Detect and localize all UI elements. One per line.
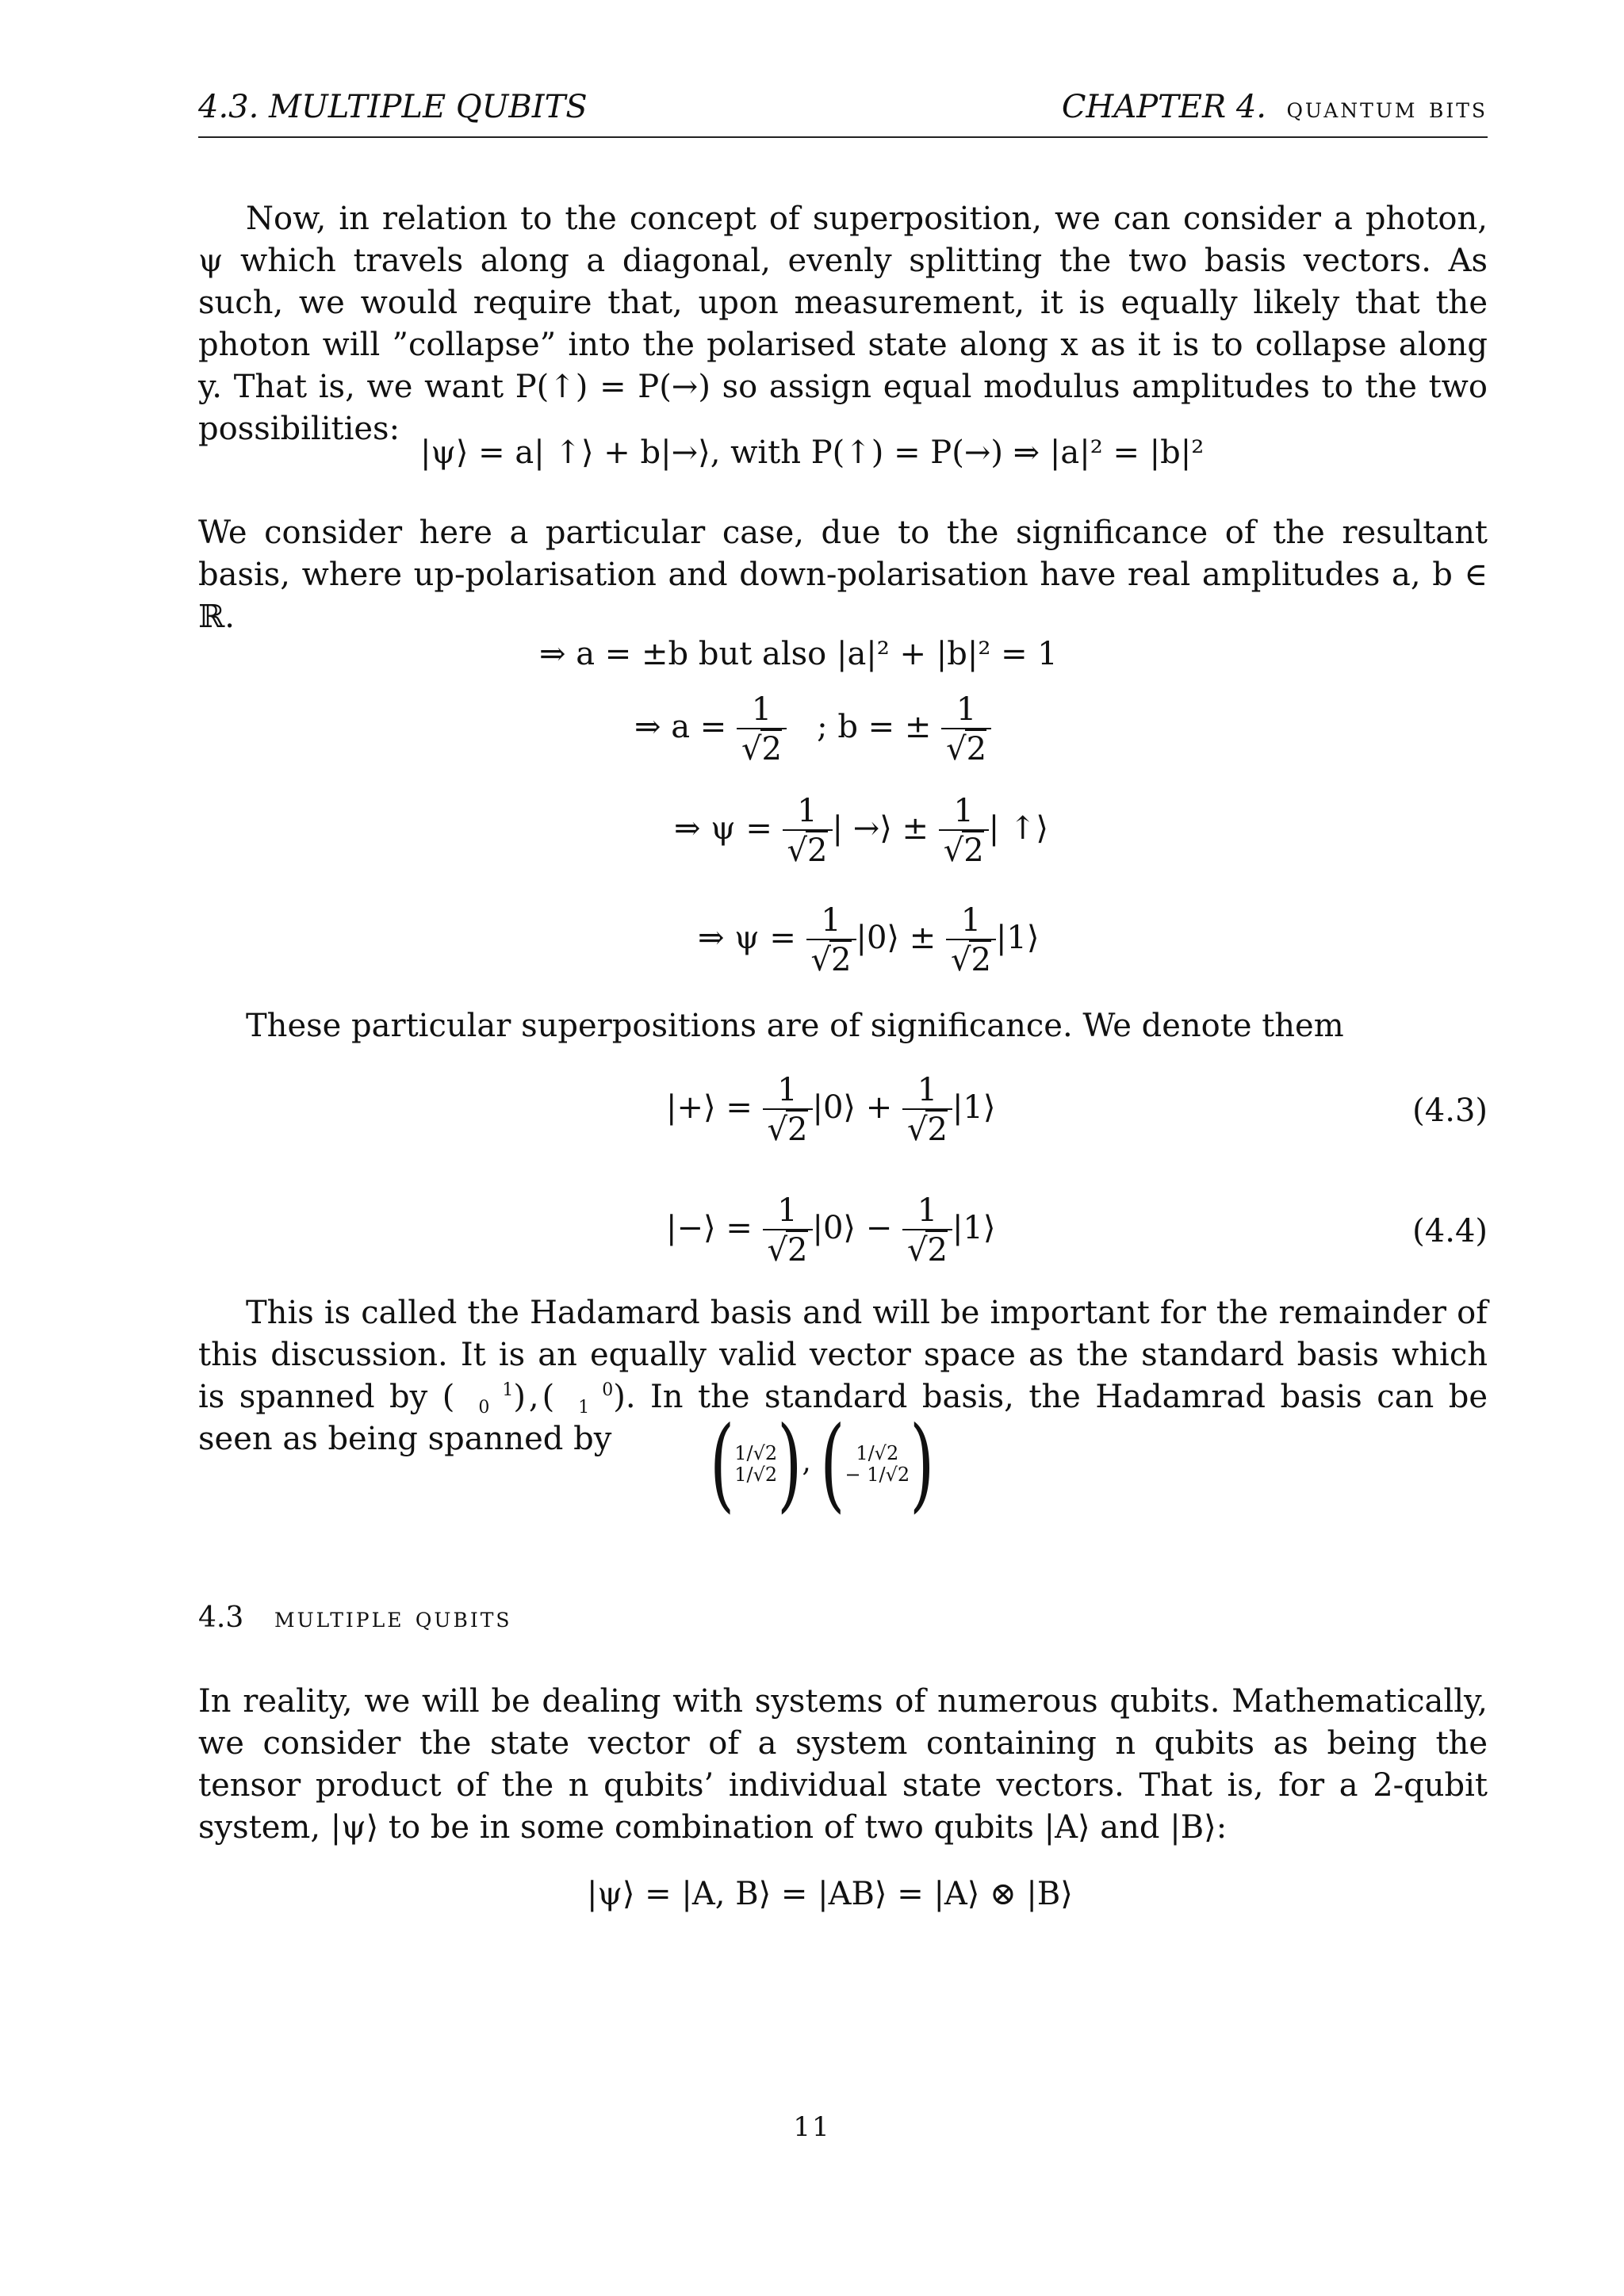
fraction-numerator: 1 — [737, 691, 787, 729]
header-chapter-title — [1062, 89, 1488, 125]
derivation-line-3-suffix: | ↑⟩ — [988, 810, 1049, 847]
fraction-denominator — [806, 940, 856, 978]
intro-paragraph: Now, in relation to the concept of superposition, we can consider a photon, ψ which travels along a diagonal, evenly splitting the two basis vectors. As such, we would require that, upon measurement, it is equally likely that the photon will ”collapse” into the polarised state along x as it is to collapse along y. That is, we want P(↑) = P(→) so assign equal modulus amplitudes to the two possibilities: — [198, 201, 1488, 447]
plus-state-rhs: |1⟩ — [952, 1089, 996, 1126]
fraction-one-over-root-two — [737, 691, 787, 767]
plus-state-lhs: |+⟩ = — [666, 1089, 753, 1126]
derivation-line-3-prefix: ⇒ ψ = — [674, 810, 772, 847]
basis-vector-2 — [554, 1382, 613, 1417]
derivation-line-2 — [634, 691, 991, 767]
derivation-line-4-prefix: ⇒ ψ = — [698, 920, 796, 956]
fraction-one-over-root-two — [783, 793, 833, 869]
vector-entry: 1/√2 — [856, 1442, 899, 1465]
derivation-line-2-mid: ; b = ± — [817, 709, 932, 745]
header-section-title: 4.3. MULTIPLE QUBITS — [198, 89, 588, 125]
right-paren: ) — [777, 1405, 802, 1523]
vector-entry: 1/√2 — [734, 1463, 778, 1486]
fraction-numerator: 1 — [902, 1192, 952, 1230]
left-paren: ( — [710, 1405, 735, 1523]
sqrt-radicand: 2 — [927, 1232, 948, 1269]
fraction-numerator: 1 — [941, 691, 991, 729]
fraction-numerator: 1 — [783, 793, 833, 831]
fraction-numerator: 1 — [763, 1192, 813, 1230]
fraction-denominator — [737, 729, 787, 767]
derivation-line-4-suffix: |1⟩ — [995, 920, 1040, 956]
minus-state-mid: |0⟩ − — [812, 1210, 893, 1246]
tensor-product-equation: |ψ⟩ = |A, B⟩ = |AB⟩ = |A⟩ ⊗ |B⟩ — [587, 1876, 1073, 1912]
sqrt-symbol: √ — [950, 942, 971, 978]
fraction-denominator — [763, 1230, 813, 1269]
fraction-denominator — [939, 831, 989, 869]
sqrt-radicand: 2 — [966, 731, 987, 767]
paragraph-real-amplitudes: We consider here a particular case, due to the significance of the resultant basis, where up-polarisation and down-polarisation have real amplitudes a, b ∈ ℝ. — [198, 515, 1488, 635]
sqrt-radicand: 2 — [787, 1112, 808, 1148]
page-number: 11 — [793, 2111, 831, 2143]
fraction-numerator: 1 — [902, 1072, 952, 1110]
sqrt-radicand: 2 — [963, 832, 984, 869]
vector-entry: 1 — [578, 1398, 590, 1418]
fraction-numerator: 1 — [946, 902, 996, 940]
fraction-one-over-root-two — [939, 793, 989, 869]
derivation-line-3-mid: | →⟩ ± — [832, 810, 929, 847]
fraction-one-over-root-two — [763, 1192, 813, 1269]
minus-state-lhs: |−⟩ = — [666, 1210, 753, 1246]
standard-basis-vectors: ( 1 0 ) , ( 0 1 ) — [442, 1379, 626, 1418]
sqrt-radicand: 2 — [787, 1232, 808, 1269]
vector-entry: 1 — [502, 1380, 514, 1400]
paragraph-hadamard-tail: . In the standard basis, the Hadamrad basis can be seen as being spanned by — [198, 1379, 1488, 1457]
header-chapter-name: quantum bits — [1286, 92, 1488, 124]
header-chapter-number: CHAPTER 4. — [1061, 89, 1266, 125]
hadamard-vector-plus — [734, 1443, 777, 1485]
fraction-numerator: 1 — [806, 902, 856, 940]
fraction-one-over-root-two — [806, 902, 856, 978]
equation-number-4-3: (4.3) — [1412, 1093, 1488, 1129]
fraction-denominator — [941, 729, 991, 767]
fraction-numerator: 1 — [939, 793, 989, 831]
sqrt-symbol: √ — [906, 1232, 928, 1269]
sqrt-radicand: 2 — [831, 942, 852, 978]
left-paren: ( — [820, 1405, 845, 1523]
fraction-denominator — [946, 940, 996, 978]
vector-entry: 1/√2 — [734, 1442, 778, 1465]
derivation-line-2-prefix: ⇒ a = — [634, 709, 727, 745]
hadamard-vector-minus — [845, 1443, 910, 1485]
section-number: 4.3 — [198, 1601, 244, 1634]
paragraph-multiple-qubits: In reality, we will be dealing with systems of numerous qubits. Mathematically, we consider the state vector of a system containing n qubits as being the tensor product of the n qubits’ individual state vectors. That is, for a 2-qubit system, |ψ⟩ to be in some combination of two qubits |A⟩ and |B⟩: — [198, 1683, 1488, 1846]
paragraph-denote: These particular superpositions are of significance. We denote them — [246, 1008, 1344, 1044]
sqrt-symbol: √ — [767, 1112, 788, 1148]
sqrt-symbol: √ — [787, 832, 808, 869]
superposition-equation: |ψ⟩ = a| ↑⟩ + b|→⟩, with P(↑) = P(→) ⇒ |a|² = |b|² — [420, 434, 1205, 471]
running-header — [198, 89, 1488, 138]
sqrt-radicand: 2 — [971, 942, 991, 978]
sqrt-symbol: √ — [943, 832, 964, 869]
fraction-one-over-root-two — [941, 691, 991, 767]
fraction-one-over-root-two — [763, 1072, 813, 1148]
sqrt-symbol: √ — [767, 1232, 788, 1269]
section-title: multiple qubits — [274, 1601, 512, 1634]
fraction-one-over-root-two — [902, 1072, 952, 1148]
sqrt-radicand: 2 — [807, 832, 828, 869]
fraction-denominator — [902, 1110, 952, 1148]
fraction-denominator — [763, 1110, 813, 1148]
equation-number-4-4: (4.4) — [1412, 1213, 1488, 1249]
fraction-denominator — [902, 1230, 952, 1269]
hadamard-basis-vectors: (1/√2 1/√2), ( 1/√2 − 1/√2) — [710, 1405, 935, 1523]
paragraph-hadamard-text: This is called the Hadamard basis and will be important for the remainder of this discussion. It is an equally valid vector space as the standard basis which is spanned by — [198, 1295, 1488, 1415]
vector-entry: 0 — [478, 1398, 490, 1418]
derivation-line-3 — [674, 793, 1048, 869]
derivation-line-4-mid: |0⟩ ± — [856, 920, 936, 956]
vector-entry: 0 — [602, 1380, 614, 1400]
section-heading — [198, 1601, 512, 1634]
sqrt-symbol: √ — [741, 731, 762, 767]
derivation-line-4 — [698, 902, 1039, 978]
equation-minus-state — [666, 1192, 995, 1269]
sqrt-radicand: 2 — [761, 731, 782, 767]
vector-entry: − 1/√2 — [845, 1463, 910, 1486]
sqrt-symbol: √ — [906, 1112, 928, 1148]
sqrt-radicand: 2 — [927, 1112, 948, 1148]
fraction-one-over-root-two — [902, 1192, 952, 1269]
fraction-numerator: 1 — [763, 1072, 813, 1110]
basis-vector-1 — [454, 1382, 513, 1417]
sqrt-symbol: √ — [946, 731, 967, 767]
sqrt-symbol: √ — [810, 942, 832, 978]
fraction-denominator — [783, 831, 833, 869]
minus-state-rhs: |1⟩ — [952, 1210, 996, 1246]
equation-plus-state — [666, 1072, 995, 1148]
right-paren: ) — [910, 1405, 935, 1523]
derivation-line-1: ⇒ a = ±b but also |a|² + |b|² = 1 — [539, 636, 1058, 672]
plus-state-mid: |0⟩ + — [812, 1089, 893, 1126]
fraction-one-over-root-two — [946, 902, 996, 978]
